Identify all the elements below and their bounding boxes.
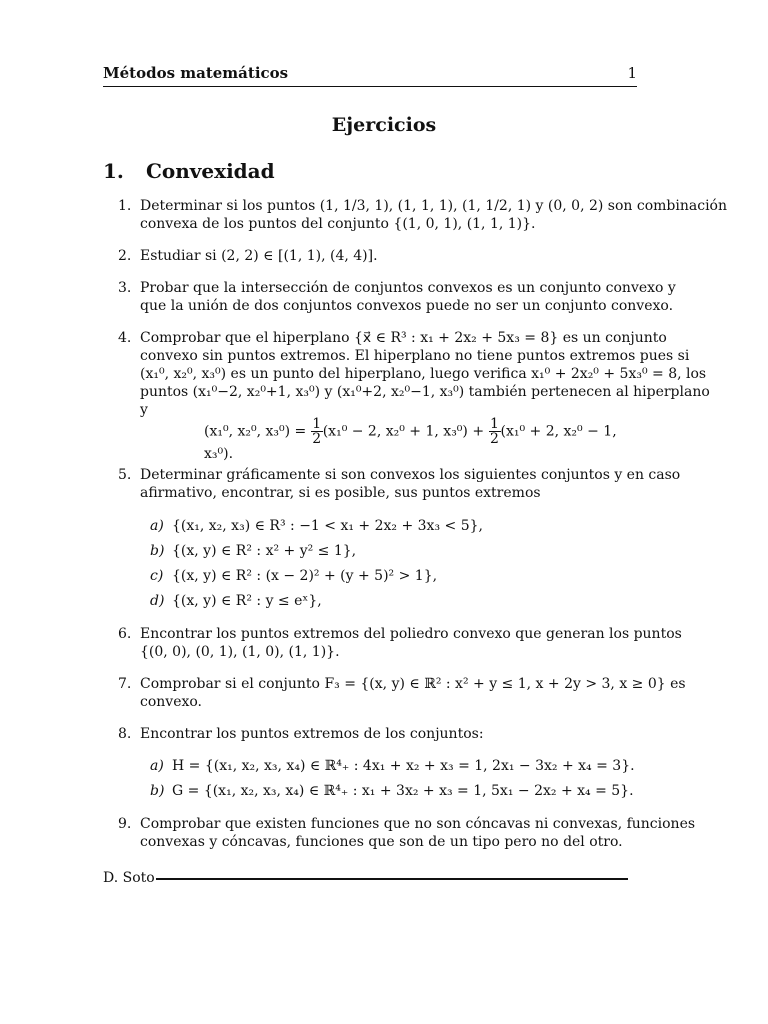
exercise-line: afirmativo, encontrar, si es posible, sus puntos extremos: [140, 485, 541, 501]
fraction-half: [311, 417, 323, 446]
exercise-line: Encontrar los puntos extremos del poliedro convexo que generan los puntos: [140, 626, 682, 642]
subitem-5c: [150, 567, 640, 585]
header-title: Métodos matemáticos: [103, 64, 289, 82]
formula-lhs: (x₁⁰, x₂⁰, x₃⁰) =: [204, 423, 307, 440]
exercise-line: y: [140, 402, 148, 418]
exercise-line: Comprobar que existen funciones que no son cóncavas ni convexas, funciones: [140, 816, 696, 832]
exercise-text: [140, 815, 696, 851]
subitem-5a: [150, 517, 640, 535]
exercise-line: (x₁⁰, x₂⁰, x₃⁰) es un punto del hiperplano, luego verifica x₁⁰ + 2x₂⁰ + 5x₃⁰ = 8, los: [140, 366, 707, 382]
exercise-line: convexa de los puntos del conjunto {(1, 0, 1), (1, 1, 1)}.: [140, 216, 536, 232]
exercise-line: Comprobar si el conjunto F₃ = {(x, y) ∈ ℝ² : x² + y ≤ 1, x + 2y > 3, x ≥ 0} es: [140, 676, 686, 692]
exercise-number: 2.: [118, 248, 132, 264]
footer-rule: [156, 878, 628, 880]
exercise-line: Encontrar los puntos extremos de los conjuntos:: [140, 726, 484, 742]
fraction-numerator: 1: [490, 416, 499, 432]
section-heading: [103, 159, 275, 183]
subitem-5d: [150, 592, 640, 610]
exercise-line: Probar que la intersección de conjuntos convexos es un conjunto convexo y: [140, 280, 676, 296]
subitem-8b: [150, 782, 640, 800]
subitem-8a: [150, 757, 640, 775]
subitem-text: {(x, y) ∈ R² : (x − 2)² + (y + 5)² > 1},: [172, 568, 438, 584]
fraction-denominator: 2: [312, 431, 322, 447]
subitem-text: H = {(x₁, x₂, x₃, x₄) ∈ ℝ⁴₊ : 4x₁ + x₂ + x₃ = 1, 2x₁ − 3x₂ + x₄ = 3}.: [172, 758, 635, 774]
exercise-text: [140, 247, 638, 265]
exercise-number: 3.: [118, 280, 132, 296]
exercise-line: convexas y cóncavas, funciones que son de un tipo pero no del otro.: [140, 834, 623, 850]
exercise-number: 9.: [118, 816, 132, 832]
exercise-text: [140, 466, 681, 502]
subitem-5b: [150, 542, 640, 560]
fraction-numerator: 1: [312, 416, 322, 432]
exercise-text: [140, 197, 727, 233]
exercise-number: 5.: [118, 467, 132, 483]
exercise-text: [140, 625, 682, 661]
display-formula: [204, 416, 634, 462]
exercise-number: 1.: [118, 198, 132, 214]
page-header: [103, 64, 637, 87]
exercise-line: puntos (x₁⁰−2, x₂⁰+1, x₃⁰) y (x₁⁰+2, x₂⁰−1, x₃⁰) también pertenecen al hiperplano: [140, 384, 710, 400]
exercise-number: 7.: [118, 676, 132, 692]
page-footer: [103, 870, 633, 890]
fraction-half: [489, 417, 501, 446]
section-title: Convexidad: [146, 159, 275, 183]
exercise-number: 6.: [118, 626, 132, 642]
section-number: 1.: [103, 159, 124, 183]
exercise-number: 8.: [118, 726, 132, 742]
footer-author: D. Soto: [103, 870, 155, 886]
exercise-line: convexo.: [140, 694, 203, 710]
exercise-line: convexo sin puntos extremos. El hiperplano no tiene puntos extremos pues si: [140, 348, 690, 364]
exercise-text: [140, 279, 676, 315]
subitem-label: a): [150, 518, 164, 534]
page-number: 1: [627, 64, 637, 82]
subitem-label: a): [150, 758, 164, 774]
subitem-text: G = {(x₁, x₂, x₃, x₄) ∈ ℝ⁴₊ : x₁ + 3x₂ + x₃ = 1, 5x₁ − 2x₂ + x₄ = 5}.: [172, 783, 634, 799]
fraction-denominator: 2: [490, 431, 499, 447]
document-title: Ejercicios: [331, 114, 437, 136]
subitem-text: {(x, y) ∈ R² : y ≤ eˣ},: [172, 593, 322, 609]
exercise-text: [140, 329, 710, 419]
subitem-label: b): [150, 543, 165, 559]
exercise-line: Determinar gráficamente si son convexos los siguientes conjuntos y en caso: [140, 467, 681, 483]
exercise-text: [140, 725, 638, 743]
subitem-label: b): [150, 783, 165, 799]
subitem-text: {(x, y) ∈ R² : x² + y² ≤ 1},: [172, 543, 357, 559]
formula-term-2: (x₁⁰ + 2, x₂⁰ − 1, x₃⁰).: [204, 423, 617, 462]
formula-term-1: (x₁⁰ − 2, x₂⁰ + 1, x₃⁰) +: [322, 423, 485, 440]
exercise-text: [140, 675, 686, 711]
subitem-label: d): [150, 593, 165, 609]
subitem-text: {(x₁, x₂, x₃) ∈ R³ : −1 < x₁ + 2x₂ + 3x₃ < 5},: [172, 518, 483, 534]
exercise-line: Estudiar si (2, 2) ∈ [(1, 1), (4, 4)].: [140, 248, 378, 264]
exercise-line: Determinar si los puntos (1, 1/3, 1), (1, 1, 1), (1, 1/2, 1) y (0, 0, 2) son combinación: [140, 198, 727, 214]
exercise-line: que la unión de dos conjuntos convexos puede no ser un conjunto convexo.: [140, 298, 674, 314]
subitem-label: c): [150, 568, 164, 584]
exercise-line: Comprobar que el hiperplano {x⃗ ∈ R³ : x₁ + 2x₂ + 5x₃ = 8} es un conjunto: [140, 330, 667, 346]
exercise-line: {(0, 0), (0, 1), (1, 0), (1, 1)}.: [140, 644, 340, 660]
exercise-number: 4.: [118, 330, 132, 346]
